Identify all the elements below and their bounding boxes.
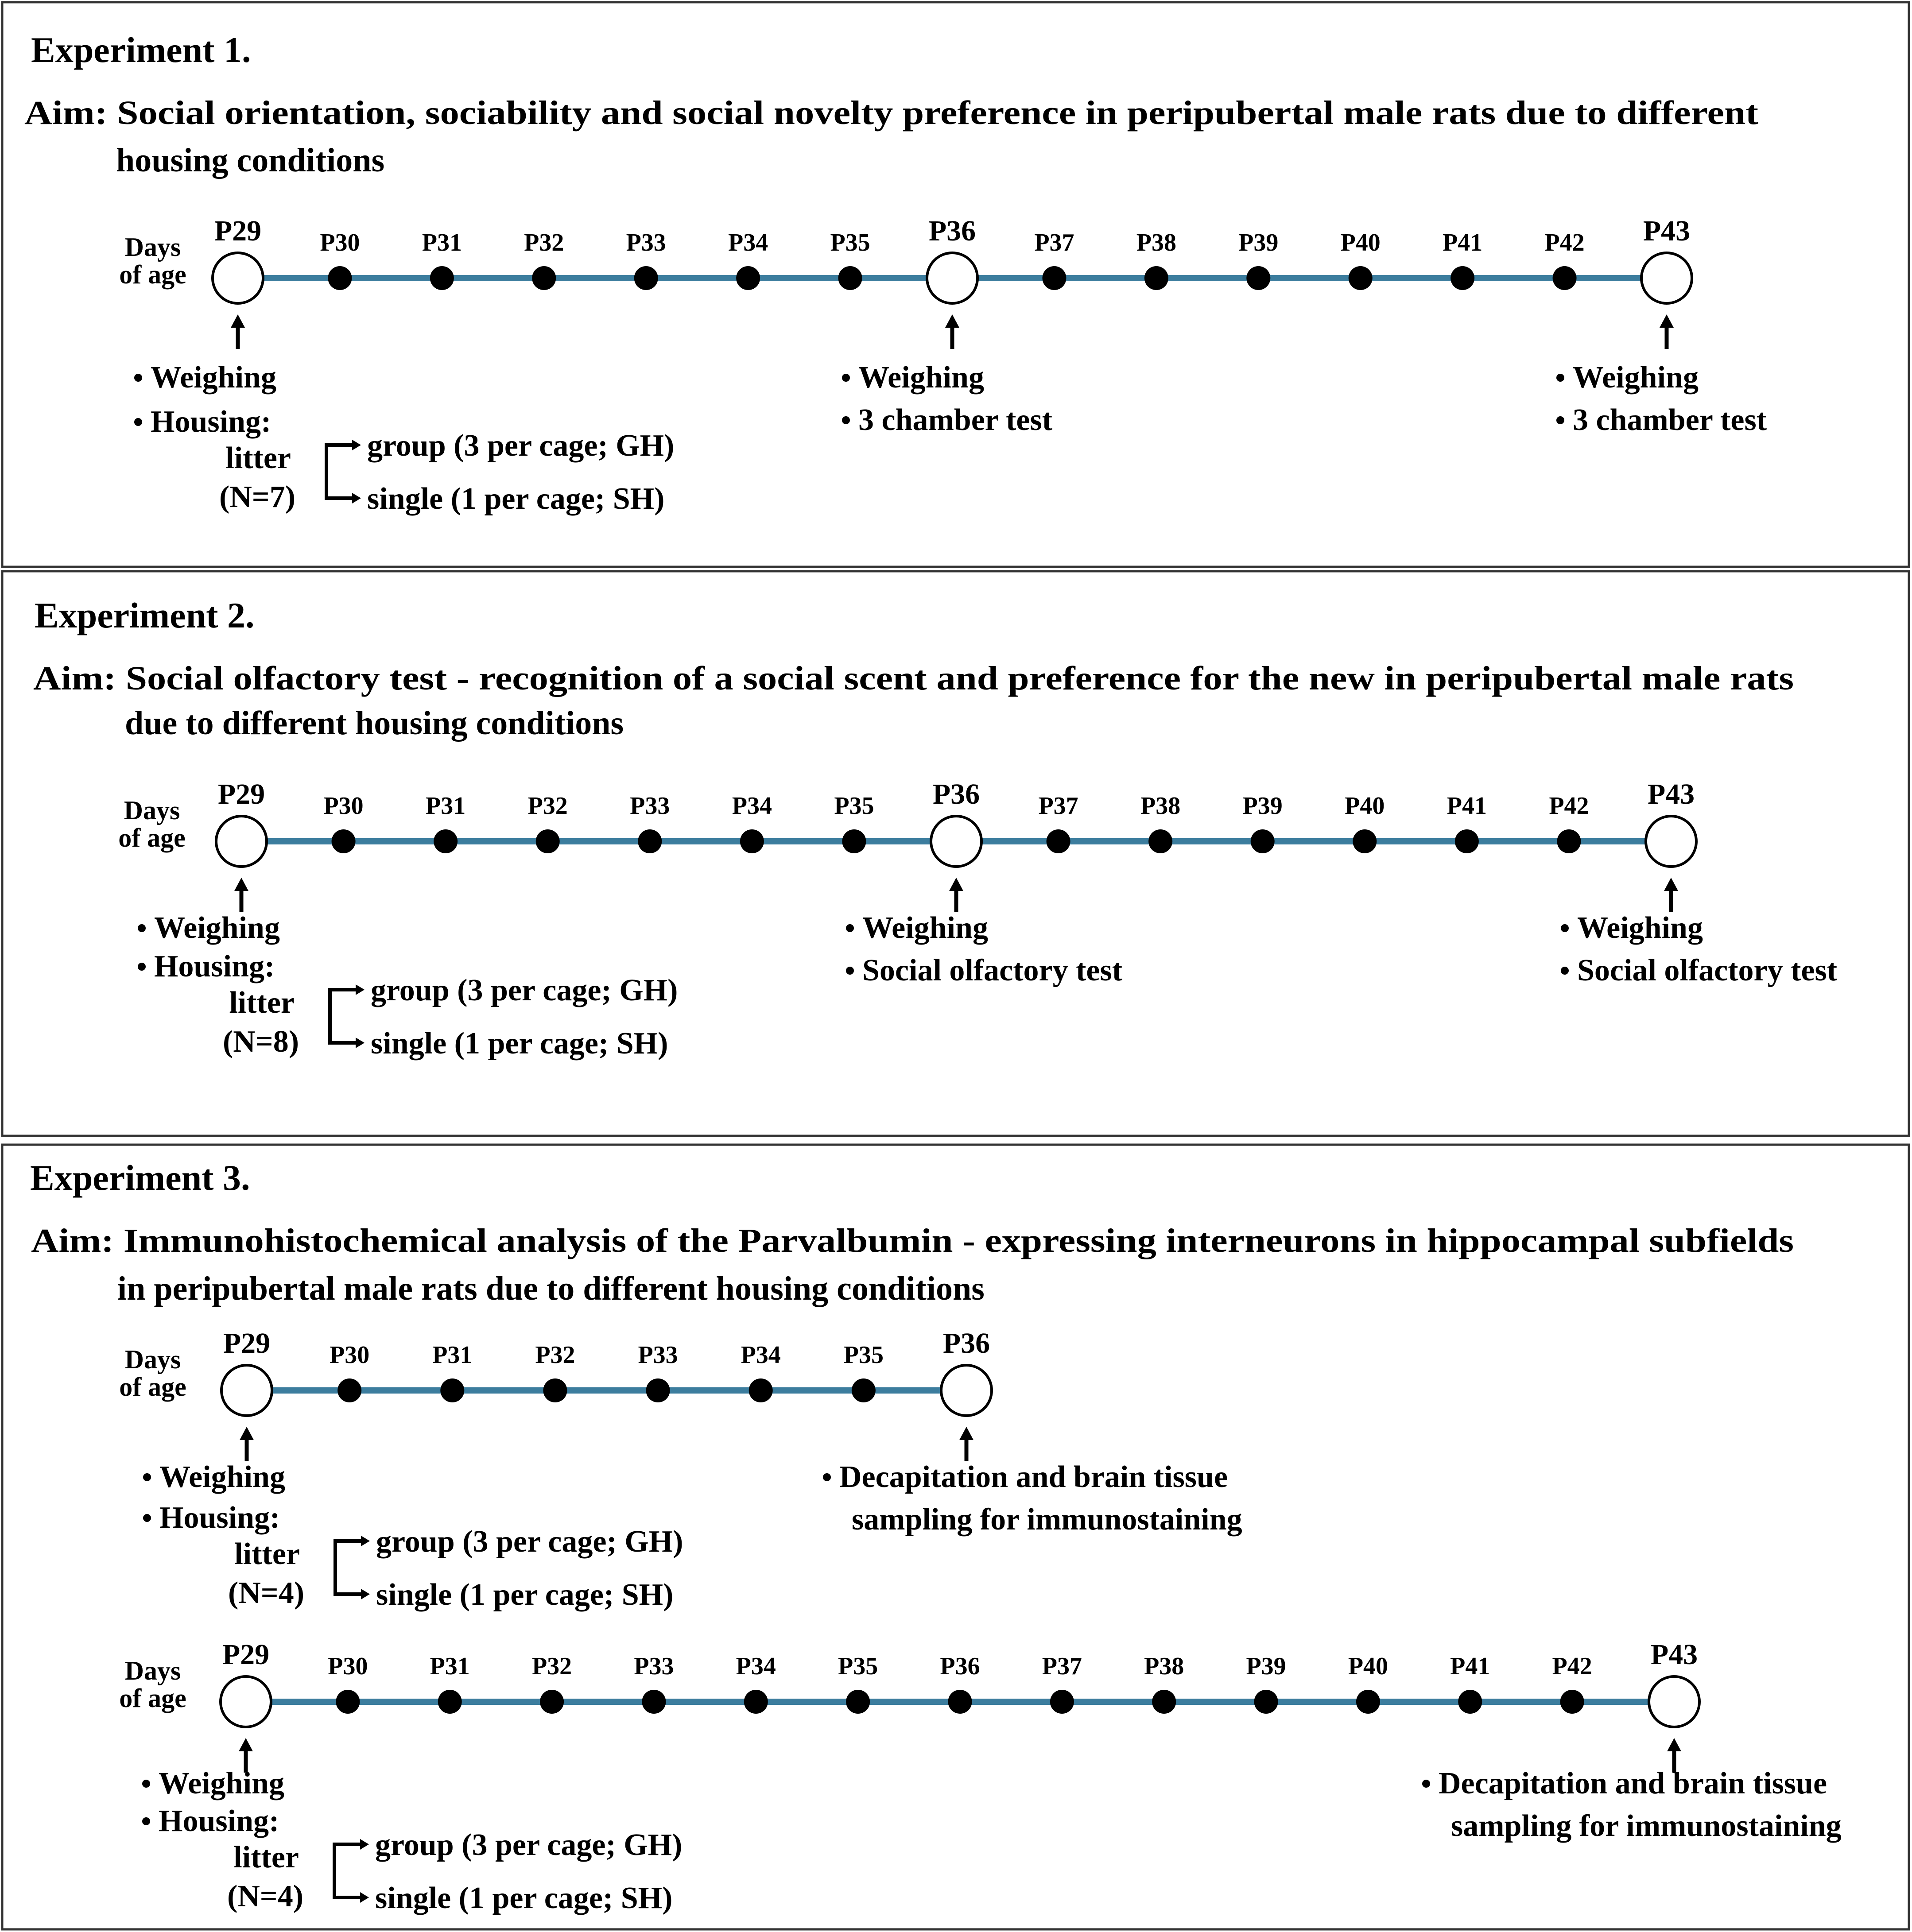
exp2-timeline1-housing-label: Housing: <box>154 949 275 983</box>
exp1-timeline1-label-P36: P36 <box>928 215 976 247</box>
exp3-timeline2-day-dot-P37 <box>1050 1690 1074 1714</box>
exp1-timeline1-housing-bracket <box>326 445 353 498</box>
exp2-timeline1-label-P33: P33 <box>630 792 670 820</box>
exp3-timeline1-label-P32: P32 <box>535 1341 575 1369</box>
exp3-timeline1-milestone-P36 <box>941 1365 992 1416</box>
exp2-timeline1-bracket-arrow-top <box>356 984 365 995</box>
exp3-timeline2-note-bullet <box>142 1780 150 1788</box>
exp3-timeline1-day-dot-P34 <box>749 1378 773 1402</box>
exp1-timeline1-milestone-P36 <box>927 253 977 303</box>
exp3-timeline1-note-bullet <box>823 1473 831 1481</box>
exp2-timeline1-day-dot-P41 <box>1455 829 1479 853</box>
exp3-timeline2-label-P40: P40 <box>1348 1653 1388 1680</box>
exp2-timeline1-housing-n: (N=8) <box>222 1025 299 1059</box>
experiment-2-aim-line-2: due to different housing conditions <box>125 705 624 742</box>
exp3-timeline1-day-dot-P32 <box>543 1378 567 1402</box>
exp2-timeline1-day-dot-P30 <box>332 829 356 853</box>
exp2-timeline1-arrow-head-P36 <box>949 878 963 891</box>
exp1-timeline1-arrow-head-P43 <box>1660 314 1674 328</box>
exp3-timeline2-label-P31: P31 <box>430 1653 470 1680</box>
exp2-timeline1-day-dot-P37 <box>1047 829 1070 853</box>
exp1-timeline1-label-P33: P33 <box>626 229 666 256</box>
exp3-timeline1-housing-label: Housing: <box>159 1501 280 1535</box>
exp3-timeline2-bracket-arrow-bottom <box>360 1892 369 1903</box>
exp3-timeline2-day-dot-P30 <box>336 1690 360 1714</box>
exp3-timeline2-housing-bracket <box>334 1844 361 1897</box>
exp1-timeline1-label-P40: P40 <box>1340 229 1381 256</box>
exp3-timeline2-housing-label: Housing: <box>159 1804 279 1838</box>
exp1-timeline1-label-P34: P34 <box>728 229 768 256</box>
exp2-timeline1-label-P40: P40 <box>1345 792 1385 820</box>
exp3-timeline1-day-dot-P31 <box>440 1378 464 1402</box>
experiment-2-title: Experiment 2. <box>35 595 255 635</box>
exp1-timeline1-day-dot-P33 <box>634 266 658 290</box>
exp2-timeline1-note-P36-2: Social olfactory test <box>862 953 1123 987</box>
exp3-timeline2-label-P38: P38 <box>1144 1653 1184 1680</box>
exp1-timeline1-days-label: Days <box>124 232 181 262</box>
exp2-timeline1-housing-single: single (1 per cage; SH) <box>371 1026 668 1061</box>
exp3-timeline1-days-label: Days <box>124 1345 181 1374</box>
exp1-timeline1-milestone-P29 <box>213 253 263 303</box>
exp2-timeline1-note-P29-1: Weighing <box>154 911 280 945</box>
exp3-timeline2-label-P37: P37 <box>1042 1653 1082 1680</box>
exp2-timeline1-label-P43: P43 <box>1647 778 1695 810</box>
exp1-timeline1-label-P42: P42 <box>1544 229 1585 256</box>
exp2-timeline1-label-P39: P39 <box>1242 792 1283 820</box>
exp2-timeline1-note-bullet <box>846 967 854 975</box>
experiment-1-title: Experiment 1. <box>31 30 251 70</box>
exp1-timeline1-note-P29-1: Weighing <box>151 360 276 395</box>
exp3-timeline1-day-dot-P35 <box>852 1378 876 1402</box>
exp3-timeline2-label-P29: P29 <box>222 1638 270 1671</box>
exp3-timeline1-label-P30: P30 <box>330 1341 370 1369</box>
exp3-timeline2-milestone-P29 <box>221 1676 271 1727</box>
exp3-timeline2-housing-single: single (1 per cage; SH) <box>375 1881 673 1915</box>
exp3-timeline2-arrow-head-P43 <box>1667 1738 1681 1751</box>
exp3-timeline1-bracket-arrow-top <box>361 1536 370 1546</box>
exp3-timeline1-housing-litter: litter <box>234 1537 300 1571</box>
exp1-timeline1-arrow-head-P29 <box>231 314 245 328</box>
exp2-timeline1-day-dot-P32 <box>536 829 560 853</box>
exp1-timeline1-label-P35: P35 <box>830 229 870 256</box>
exp3-timeline2-days-label: Days <box>124 1656 181 1685</box>
exp3-timeline2-milestone-P43 <box>1649 1676 1699 1727</box>
exp1-timeline1-label-P39: P39 <box>1238 229 1279 256</box>
exp3-timeline2-note-P43-2: sampling for immunostaining <box>1451 1809 1842 1843</box>
exp3-timeline1-note-P29-1: Weighing <box>159 1460 285 1494</box>
exp3-timeline2-housing-litter: litter <box>233 1840 299 1874</box>
exp3-timeline2-arrow-head-P29 <box>239 1738 253 1751</box>
exp2-timeline1-label-P32: P32 <box>527 792 568 820</box>
exp1-timeline1-label-P32: P32 <box>524 229 564 256</box>
exp1-timeline1-day-dot-P38 <box>1144 266 1168 290</box>
exp1-timeline1-day-dot-P40 <box>1349 266 1373 290</box>
exp1-timeline1-note-bullet <box>842 416 850 424</box>
exp1-timeline1-housing-single: single (1 per cage; SH) <box>367 482 665 516</box>
exp3-timeline2-day-dot-P31 <box>438 1690 462 1714</box>
exp2-timeline1-housing-group: group (3 per cage; GH) <box>371 973 678 1007</box>
exp2-timeline1-label-P41: P41 <box>1447 792 1487 820</box>
exp2-timeline1-housing-bullet <box>138 963 146 971</box>
exp1-timeline1-note-bullet <box>842 374 850 382</box>
exp2-timeline1-label-P29: P29 <box>217 778 265 810</box>
exp1-timeline1-days-label-2: of age <box>119 260 186 289</box>
exp3-timeline1-housing-group: group (3 per cage; GH) <box>376 1525 683 1559</box>
exp3-timeline1-label-P29: P29 <box>223 1327 271 1359</box>
exp3-timeline2-day-dot-P40 <box>1356 1690 1380 1714</box>
exp3-timeline1-milestone-P29 <box>221 1365 272 1416</box>
exp1-timeline1-label-P29: P29 <box>214 215 262 247</box>
exp2-timeline1-label-P37: P37 <box>1038 792 1078 820</box>
exp3-timeline1-housing-bullet <box>143 1514 151 1522</box>
exp1-timeline1-day-dot-P37 <box>1042 266 1066 290</box>
experiment-1-aim-line-1: Aim: Social orientation, sociability and social novelty preference in peripubertal male rats due to different <box>24 94 1758 132</box>
exp3-timeline1-note-P36-1: Decapitation and brain tissue <box>839 1460 1228 1494</box>
exp1-timeline1-label-P38: P38 <box>1136 229 1176 256</box>
exp2-timeline1-note-P43-1: Weighing <box>1577 911 1703 945</box>
exp3-timeline2-bracket-arrow-top <box>360 1839 369 1850</box>
exp3-timeline1-day-dot-P30 <box>337 1378 361 1402</box>
exp3-timeline2-label-P42: P42 <box>1552 1653 1592 1680</box>
exp3-timeline2-day-dot-P34 <box>744 1690 768 1714</box>
exp3-timeline2-label-P39: P39 <box>1246 1653 1286 1680</box>
exp1-timeline1-note-P43-2: 3 chamber test <box>1573 403 1767 437</box>
exp1-timeline1-day-dot-P34 <box>736 266 760 290</box>
exp2-timeline1-note-bullet <box>1561 967 1569 975</box>
exp3-timeline1-label-P36: P36 <box>942 1327 990 1359</box>
exp2-timeline1-milestone-P36 <box>931 816 981 867</box>
exp3-timeline2-day-dot-P32 <box>540 1690 564 1714</box>
exp1-timeline1-note-bullet <box>1556 374 1564 382</box>
exp2-timeline1-day-dot-P35 <box>842 829 866 853</box>
exp1-timeline1-note-P36-2: 3 chamber test <box>858 403 1053 437</box>
exp2-timeline1-note-bullet <box>138 924 146 932</box>
exp2-timeline1-day-dot-P34 <box>740 829 764 853</box>
exp3-timeline2-housing-n: (N=4) <box>227 1879 303 1913</box>
exp1-timeline1-arrow-head-P36 <box>945 314 959 328</box>
exp2-timeline1-label-P34: P34 <box>732 792 772 820</box>
timelines-layer <box>118 215 1841 1915</box>
exp3-timeline2-label-P43: P43 <box>1650 1638 1698 1671</box>
exp1-timeline1-housing-litter: litter <box>225 441 291 475</box>
exp2-timeline1-label-P30: P30 <box>323 792 364 820</box>
exp3-timeline2-note-P43-1: Decapitation and brain tissue <box>1439 1766 1827 1800</box>
exp2-timeline1-milestone-P43 <box>1646 816 1696 867</box>
exp2-timeline1-days-label-2: of age <box>118 823 186 852</box>
exp3-timeline1-arrow-head-P29 <box>240 1427 254 1440</box>
exp1-timeline1-day-dot-P30 <box>328 266 352 290</box>
exp2-timeline1-arrow-head-P43 <box>1664 878 1678 891</box>
exp1-timeline1-label-P37: P37 <box>1034 229 1074 256</box>
exp2-timeline1-day-dot-P42 <box>1557 829 1581 853</box>
exp3-timeline2-label-P34: P34 <box>736 1653 776 1680</box>
exp1-timeline1-housing-bullet <box>134 418 142 426</box>
exp1-timeline1-housing-group: group (3 per cage; GH) <box>367 429 675 463</box>
exp2-timeline1-day-dot-P40 <box>1353 829 1377 853</box>
exp2-timeline1-day-dot-P39 <box>1251 829 1275 853</box>
experiment-3-title: Experiment 3. <box>30 1158 250 1198</box>
exp3-timeline2-day-dot-P39 <box>1254 1690 1278 1714</box>
exp3-timeline2-days-label-2: of age <box>119 1684 186 1713</box>
exp3-timeline2-label-P36: P36 <box>940 1653 980 1680</box>
exp3-timeline1-days-label-2: of age <box>119 1372 186 1402</box>
exp2-timeline1-day-dot-P38 <box>1148 829 1172 853</box>
exp3-timeline1-note-P36-2: sampling for immunostaining <box>852 1502 1242 1537</box>
exp2-timeline1-label-P42: P42 <box>1549 792 1589 820</box>
experiment-3-aim-line-1: Aim: Immunohistochemical analysis of the Parvalbumin - expressing interneurons in hippocampal subfields <box>31 1222 1794 1259</box>
exp1-timeline1-bracket-arrow-top <box>352 440 361 450</box>
exp3-timeline1-label-P34: P34 <box>741 1341 781 1369</box>
experiment-2-aim-line-1: Aim: Social olfactory test - recognition of a social scent and preference for the new in peripubertal male rats <box>33 660 1794 697</box>
exp2-timeline1-day-dot-P33 <box>638 829 662 853</box>
exp3-timeline1-housing-n: (N=4) <box>228 1576 304 1610</box>
exp3-timeline2-note-P29-1: Weighing <box>159 1766 284 1800</box>
exp1-timeline1-housing-n: (N=7) <box>219 480 295 514</box>
exp1-timeline1-note-P36-1: Weighing <box>858 360 984 395</box>
exp1-timeline1-day-dot-P41 <box>1450 266 1474 290</box>
exp1-timeline1-label-P43: P43 <box>1643 215 1691 247</box>
exp2-timeline1-note-bullet <box>1561 924 1569 932</box>
exp2-timeline1-housing-litter: litter <box>229 986 295 1020</box>
exp2-timeline1-milestone-P29 <box>216 816 267 867</box>
exp3-timeline2-label-P30: P30 <box>328 1653 368 1680</box>
exp1-timeline1-day-dot-P35 <box>838 266 862 290</box>
exp3-timeline2-day-dot-P33 <box>642 1690 666 1714</box>
exp3-timeline2-label-P32: P32 <box>531 1653 572 1680</box>
exp1-timeline1-bracket-arrow-bottom <box>352 493 361 503</box>
exp2-timeline1-note-P43-2: Social olfactory test <box>1577 953 1838 987</box>
exp3-timeline1-label-P33: P33 <box>638 1341 678 1369</box>
exp1-timeline1-day-dot-P31 <box>430 266 454 290</box>
exp3-timeline2-day-dot-P41 <box>1458 1690 1482 1714</box>
exp3-timeline2-note-bullet <box>1422 1780 1430 1788</box>
exp3-timeline2-housing-bullet <box>142 1817 150 1825</box>
exp3-timeline2-day-dot-P42 <box>1560 1690 1584 1714</box>
exp2-timeline1-note-bullet <box>846 924 854 932</box>
exp2-timeline1-label-P36: P36 <box>932 778 980 810</box>
exp2-timeline1-days-label: Days <box>124 796 180 825</box>
exp3-timeline2-day-dot-P38 <box>1152 1690 1176 1714</box>
exp1-timeline1-housing-label: Housing: <box>151 405 271 439</box>
exp3-timeline1-label-P35: P35 <box>843 1341 884 1369</box>
exp2-timeline1-label-P31: P31 <box>426 792 466 820</box>
exp3-timeline2-label-P41: P41 <box>1450 1653 1490 1680</box>
exp2-timeline1-label-P38: P38 <box>1140 792 1181 820</box>
exp3-timeline1-arrow-head-P36 <box>959 1427 973 1440</box>
exp2-timeline1-note-P36-1: Weighing <box>862 911 988 945</box>
exp2-timeline1-bracket-arrow-bottom <box>356 1038 365 1048</box>
exp1-timeline1-day-dot-P32 <box>532 266 556 290</box>
exp1-timeline1-day-dot-P42 <box>1553 266 1577 290</box>
exp3-timeline1-note-bullet <box>143 1473 151 1481</box>
exp3-timeline1-label-P31: P31 <box>432 1341 473 1369</box>
experiment-1-aim-line-2: housing conditions <box>116 142 385 179</box>
exp1-timeline1-milestone-P43 <box>1641 253 1692 303</box>
exp1-timeline1-day-dot-P39 <box>1246 266 1270 290</box>
exp1-timeline1-label-P41: P41 <box>1443 229 1483 256</box>
experiment-3-aim-line-2: in peripubertal male rats due to different housing conditions <box>117 1270 985 1307</box>
exp3-timeline2-label-P33: P33 <box>634 1653 674 1680</box>
exp2-timeline1-housing-bracket <box>330 990 357 1043</box>
exp1-timeline1-note-bullet <box>134 374 142 382</box>
exp2-timeline1-label-P35: P35 <box>834 792 874 820</box>
exp3-timeline2-day-dot-P36 <box>948 1690 972 1714</box>
exp2-timeline1-day-dot-P31 <box>434 829 458 853</box>
exp3-timeline1-bracket-arrow-bottom <box>361 1589 370 1599</box>
exp3-timeline2-label-P35: P35 <box>838 1653 878 1680</box>
exp2-timeline1-arrow-head-P29 <box>234 878 248 891</box>
exp1-timeline1-label-P31: P31 <box>422 229 462 256</box>
exp3-timeline2-housing-group: group (3 per cage; GH) <box>375 1828 683 1862</box>
exp1-timeline1-note-P43-1: Weighing <box>1573 360 1699 395</box>
exp1-timeline1-note-bullet <box>1556 416 1564 424</box>
exp3-timeline2-day-dot-P35 <box>846 1690 870 1714</box>
exp1-timeline1-label-P30: P30 <box>320 229 360 256</box>
exp3-timeline1-housing-bracket <box>335 1541 362 1594</box>
exp3-timeline1-housing-single: single (1 per cage; SH) <box>376 1578 674 1612</box>
exp3-timeline1-day-dot-P33 <box>646 1378 670 1402</box>
